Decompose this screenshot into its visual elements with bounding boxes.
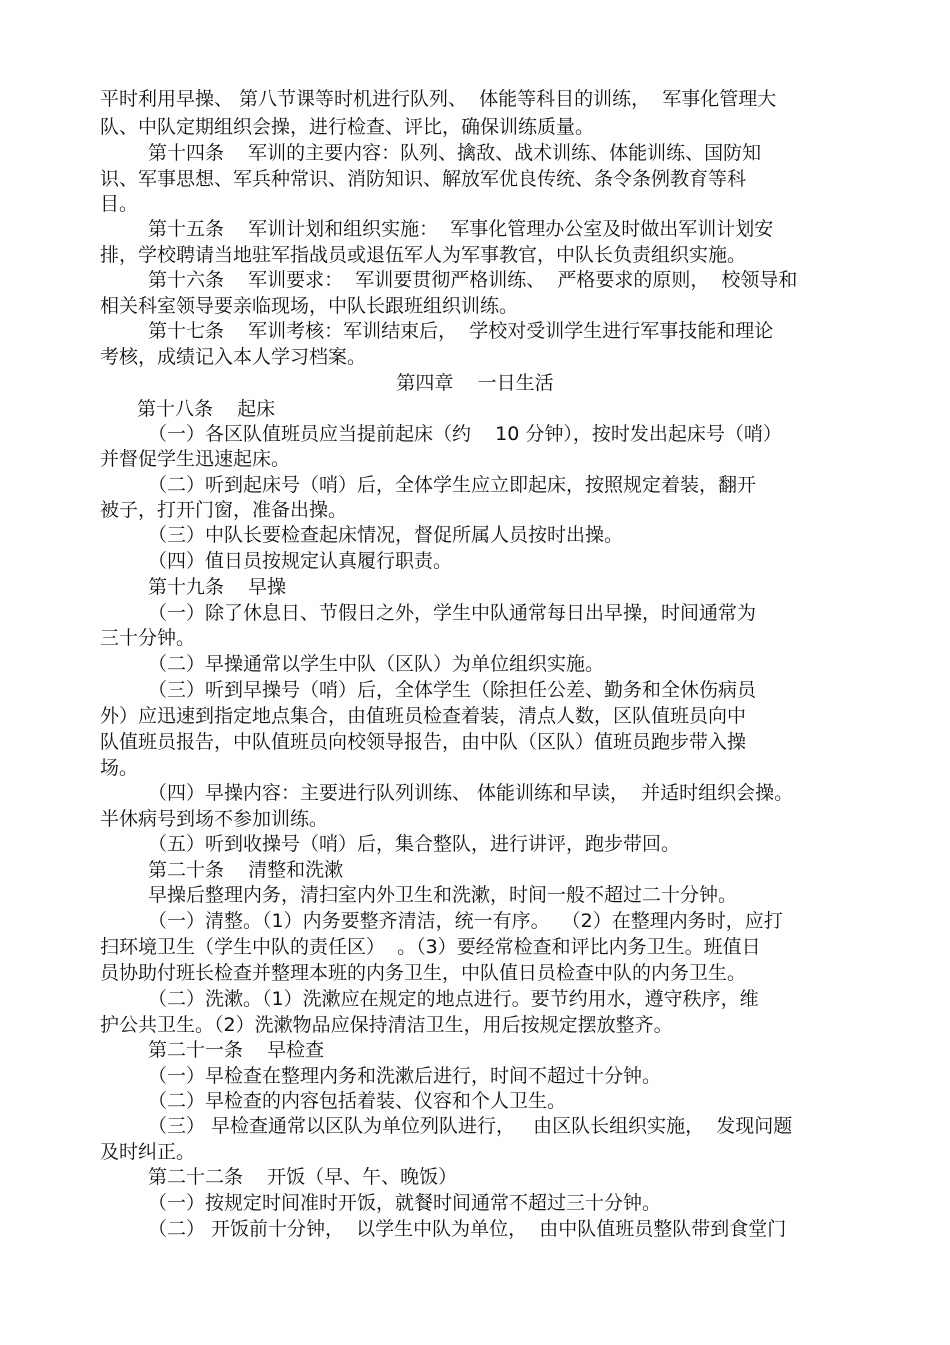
text-line: 第十四条 军训的主要内容：队列、擒敌、战术训练、体能训练、国防知 [148,142,762,164]
text-line: （二）洗漱。（1）洗漱应在规定的地点进行。要节约用水，遵守秩序，维 [148,988,759,1010]
text-line: 半休病号到场不参加训练。 [100,808,329,830]
text-line: 考核，成绩记入本人学习档案。 [100,346,367,368]
text-line: 护公共卫生。（2）洗漱物品应保持清洁卫生，用后按规定摆放整齐。 [100,1014,673,1036]
text-line: （三）听到早操号（哨）后，全体学生（除担任公差、勤务和全休伤病员 [148,679,757,701]
text-line: 队、中队定期组织会操，进行检查、评比，确保训练质量。 [100,116,595,138]
text-line: 排，学校聘请当地驻军指战员或退伍军人为军事教官，中队长负责组织实施。 [100,244,747,266]
text-line: （一）除了休息日、节假日之外，学生中队通常每日出早操，时间通常为 [148,602,757,624]
text-line: （二） 开饭前十分钟， 以学生中队为单位， 由中队值班员整队带到食堂门 [148,1218,787,1240]
text-line: 平时利用早操、 第八节课等时机进行队列、 体能等科目的训练， 军事化管理大 [100,88,777,110]
text-line: （二）早检查的内容包括着装、仪容和个人卫生。 [148,1090,567,1112]
text-line: 并督促学生迅速起床。 [100,448,291,470]
text-line: 第十七条 军训考核：军训结束后， 学校对受训学生进行军事技能和理论 [148,320,774,342]
article-heading: 第十九条 早操 [148,576,287,598]
article-heading: 第二十条 清整和洗漱 [148,859,344,881]
article-heading: 第十八条 起床 [137,398,276,420]
text-line: 目。 [100,193,139,215]
article-heading: 第二十一条 早检查 [148,1039,325,1061]
text-line: 队值班员报告，中队值班员向校领导报告，由中队（区队）值班员跑步带入操 [100,731,747,753]
text-line: 场。 [100,757,139,779]
article-heading: 第二十二条 开饭（早、午、晚饭） [148,1166,458,1188]
text-line: （三） 早检查通常以区队为单位列队进行， 由区队长组织实施， 发现问题 [148,1115,793,1137]
text-line: （四）值日员按规定认真履行职责。 [148,550,453,572]
text-line: （二）听到起床号（哨）后，全体学生应立即起床，按照规定着装，翻开 [148,474,757,496]
text-line: 识、军事思想、军兵种常识、消防知识、解放军优良传统、条令条例教育等科 [100,168,747,190]
text-line: 早操后整理内务，清扫室内外卫生和洗漱，时间一般不超过二十分钟。 [148,884,738,906]
text-line: （一）清整。（1）内务要整齐清洁，统一有序。 （2）在整理内务时，应打 [148,910,783,932]
text-line: （三）中队长要检查起床情况，督促所属人员按时出操。 [148,524,624,546]
text-line: 扫环境卫生（学生中队的责任区） 。（3）要经常检查和评比内务卫生。班值日 [100,936,761,958]
text-line: 员协助付班长检查并整理本班的内务卫生，中队值日员检查中队的内务卫生。 [100,962,747,984]
text-line: 及时纠正。 [100,1141,196,1163]
text-line: 外）应迅速到指定地点集合，由值班员检查着装，清点人数，区队值班员向中 [100,705,747,727]
text-line: 相关科室领导要亲临现场，中队长跟班组织训练。 [100,295,519,317]
text-line: （四）早操内容：主要进行队列训练、 体能训练和早读， 并适时组织会操。 [148,782,794,804]
text-line: 被子，打开门窗，准备出操。 [100,499,348,521]
text-line: （一）早检查在整理内务和洗漱后进行，时间不超过十分钟。 [148,1065,662,1087]
chapter-heading: 第四章 一日生活 [396,372,554,394]
text-line: （一）各区队值班员应当提前起床（约 10 分钟），按时发出起床号（哨） [148,423,782,445]
text-line: （五）听到收操号（哨）后，集合整队，进行讲评，跑步带回。 [148,833,681,855]
text-line: （一）按规定时间准时开饭，就餐时间通常不超过三十分钟。 [148,1192,662,1214]
text-line: 第十五条 军训计划和组织实施： 军事化管理办公室及时做出军训计划安 [148,218,774,240]
text-line: 三十分钟。 [100,627,196,649]
text-line: 第十六条 军训要求： 军训要贯彻严格训练、 严格要求的原则， 校领导和 [148,269,798,291]
text-line: （二）早操通常以学生中队（区队）为单位组织实施。 [148,653,605,675]
